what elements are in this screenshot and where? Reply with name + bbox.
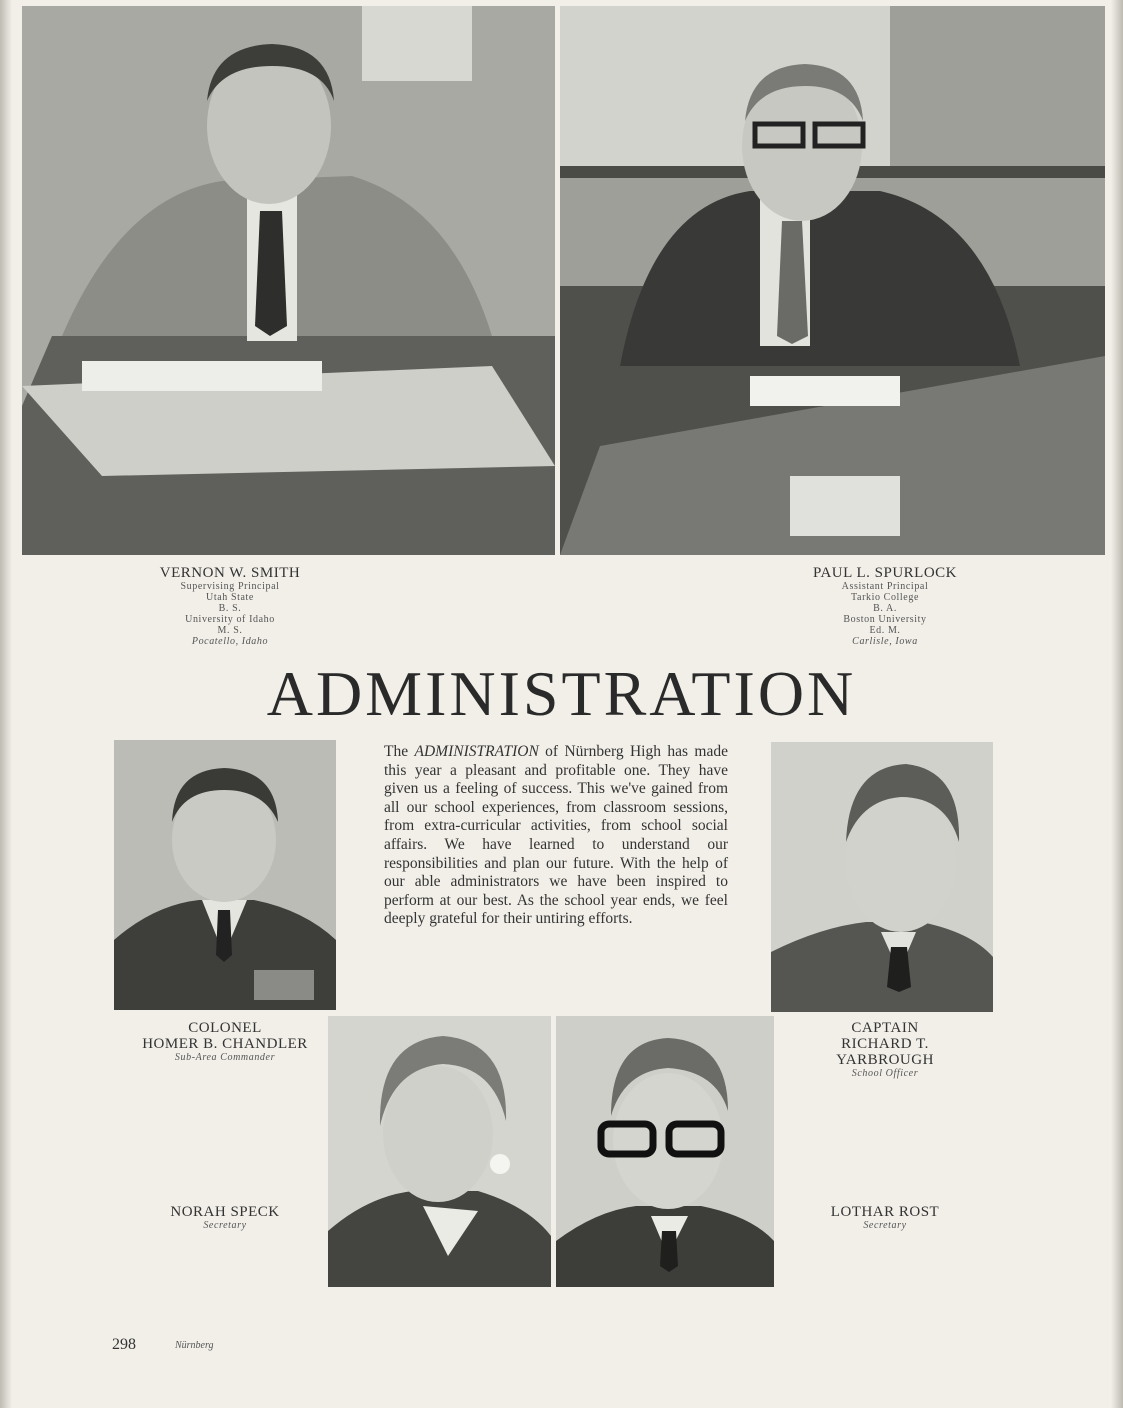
photo-paul-spurlock-image [560, 6, 1105, 555]
chandler-rank: COLONEL [188, 1020, 262, 1036]
photo-vernon-smith-image [22, 6, 555, 555]
photo-richard-yarbrough [771, 742, 993, 1012]
caption-vernon-smith [130, 565, 330, 647]
caption-norah-speck [125, 1204, 325, 1231]
caption-homer-chandler [110, 1020, 340, 1063]
spurlock-line-1: Assistant Principal [841, 581, 929, 592]
photo-vernon-smith [22, 6, 555, 555]
photo-norah-speck-image [328, 1016, 551, 1287]
photo-paul-spurlock [560, 6, 1105, 555]
caption-paul-spurlock [785, 565, 985, 647]
name-norah-speck: NORAH SPECK [170, 1204, 280, 1220]
section-name: Nürnberg [175, 1340, 214, 1351]
smith-line-3: B. S. [218, 603, 242, 614]
rost-role: Secretary [863, 1220, 907, 1231]
caption-lothar-rost [785, 1204, 985, 1231]
spurlock-line-5: Ed. M. [869, 625, 901, 636]
yarbrough-name-1: RICHARD T. [841, 1036, 929, 1052]
page-number: 298 [112, 1336, 136, 1353]
page-title: ADMINISTRATION [266, 658, 857, 729]
spurlock-line-3: B. A. [873, 603, 897, 614]
chandler-name: HOMER B. CHANDLER [142, 1036, 308, 1052]
spurlock-line-2: Tarkio College [851, 592, 919, 603]
administration-paragraph [384, 743, 728, 929]
speck-role: Secretary [203, 1220, 247, 1231]
yarbrough-name-2: YARBROUGH [836, 1052, 934, 1068]
paragraph-lead: The [384, 743, 415, 760]
spurlock-hometown: Carlisle, Iowa [852, 636, 918, 647]
name-vernon-smith: VERNON W. SMITH [159, 565, 301, 581]
photo-norah-speck [328, 1016, 551, 1287]
spurlock-line-4: Boston University [843, 614, 927, 625]
photo-lothar-rost [556, 1016, 774, 1287]
name-paul-spurlock: PAUL L. SPURLOCK [812, 565, 957, 581]
photo-richard-yarbrough-image [771, 742, 993, 1012]
caption-richard-yarbrough [775, 1020, 995, 1079]
smith-line-5: M. S. [217, 625, 243, 636]
yarbrough-role: School Officer [851, 1068, 919, 1079]
photo-homer-chandler [114, 740, 336, 1010]
smith-hometown: Pocatello, Idaho [191, 636, 269, 647]
paragraph-lead-emphasis: ADMINISTRATION [414, 743, 539, 760]
name-lothar-rost: LOTHAR ROST [830, 1204, 940, 1220]
yarbrough-rank: CAPTAIN [851, 1020, 919, 1036]
chandler-role: Sub-Area Commander [174, 1052, 276, 1063]
paragraph-body: of Nürnberg High has made this year a pleasant and profitable one. They have given us a feeling of success. This we've gained from all our school experiences, from classroom sessions, from extra-curricular activities, from school social affairs. We have learned to understand our responsibilities and plan our future. With the help of our able administrators we have been inspired to perform at our best. As the school year ends, we feel deeply grateful for their untiring efforts. [384, 743, 728, 928]
smith-line-2: Utah State [206, 592, 254, 603]
smith-line-1: Supervising Principal [180, 581, 280, 592]
smith-line-4: University of Idaho [185, 614, 275, 625]
photo-homer-chandler-image [114, 740, 336, 1010]
photo-lothar-rost-image [556, 1016, 774, 1287]
